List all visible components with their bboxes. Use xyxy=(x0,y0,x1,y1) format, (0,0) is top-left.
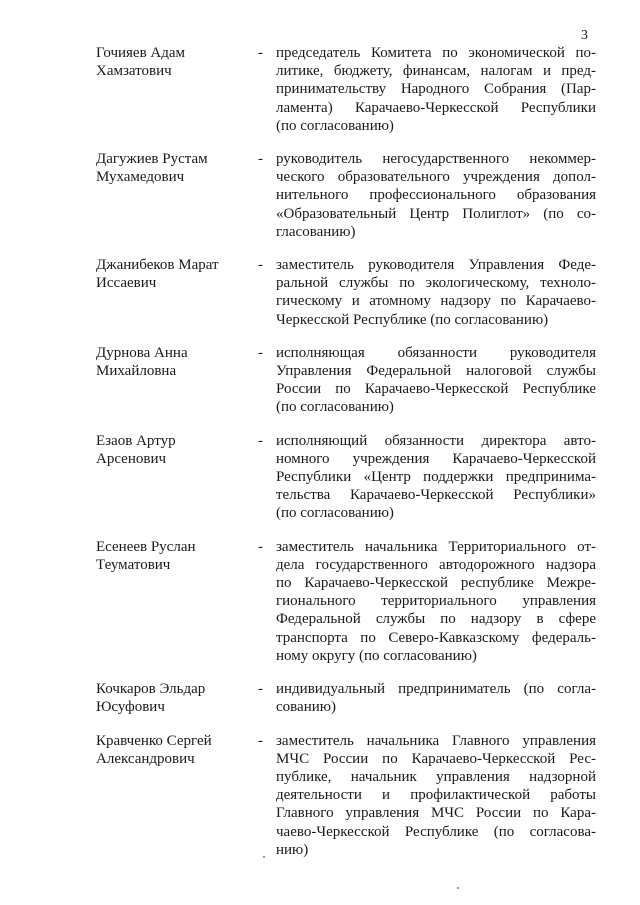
patronymic: Арсенович xyxy=(96,450,167,467)
member-position xyxy=(276,256,596,329)
patronymic: Иссаевич xyxy=(96,275,157,292)
dash-separator: - xyxy=(258,344,263,361)
surname-firstname: Есенеев Руслан xyxy=(96,538,196,555)
dash-separator: - xyxy=(258,45,263,61)
position-line: исполняющий обязанности директора авто- xyxy=(276,432,596,449)
member-position xyxy=(276,680,596,716)
position-line: чаево-Черкесской Республике (по согласова- xyxy=(276,823,596,840)
member-entry-kravchenko xyxy=(96,732,596,859)
position-line: руководитель негосударственного некоммер- xyxy=(276,151,596,168)
member-name xyxy=(96,344,258,380)
member-name xyxy=(96,732,258,768)
position-line: России по Карачаево-Черкесской Республике xyxy=(276,381,596,398)
member-position xyxy=(276,44,596,135)
surname-firstname: Дагужиев Рустам xyxy=(96,151,208,168)
position-line: нию) xyxy=(276,841,309,858)
surname-firstname: Кравченко Сергей xyxy=(96,732,212,749)
position-line: (по согласованию) xyxy=(276,505,394,522)
page-number: 3 xyxy=(581,28,588,43)
patronymic: Мухамедович xyxy=(96,169,185,186)
position-line: деятельности и профилактической работы xyxy=(276,787,596,804)
member-position xyxy=(276,150,596,241)
position-line: исполняющая обязанности руководителя xyxy=(276,344,596,361)
dash-separator: - xyxy=(258,257,263,274)
position-line: заместитель руководителя Управления Феде- xyxy=(276,257,596,274)
position-line: транспорта по Северо-Кавказскому федераль- xyxy=(276,629,596,646)
position-line: гионального территориального управления xyxy=(276,593,596,610)
member-entry-eseneev xyxy=(96,538,596,665)
position-line: (по согласованию) xyxy=(276,117,394,134)
member-list xyxy=(96,44,596,859)
position-line: председатель Комитета по экономической по- xyxy=(276,45,596,61)
position-line: (по согласованию) xyxy=(276,399,394,416)
position-line: «Образовательный Центр Полиглот» (по со- xyxy=(276,205,596,222)
member-name xyxy=(96,256,258,292)
patronymic: Хамзатович xyxy=(96,63,172,80)
member-entry-dzhanibekov xyxy=(96,256,596,329)
member-name xyxy=(96,538,258,574)
patronymic: Теуматович xyxy=(96,556,171,573)
position-line: по Карачаево-Черкесской республике Межре- xyxy=(276,575,596,592)
position-line: индивидуальный предприниматель (по согла- xyxy=(276,681,596,698)
position-line: нительного профессионального образования xyxy=(276,187,596,204)
position-line: ламента) Карачаево-Черкесской Республики xyxy=(276,99,596,116)
scan-speck xyxy=(263,856,265,858)
position-line: ному округу (по согласованию) xyxy=(276,647,477,664)
member-name xyxy=(96,680,258,716)
position-line: Управления Федеральной налоговой службы xyxy=(276,363,596,380)
position-line: гическому и атомному надзору по Карачаево- xyxy=(276,293,596,310)
member-entry-kochkarov xyxy=(96,680,596,716)
position-line: публике, начальник управления надзорной xyxy=(276,768,596,785)
scan-speck xyxy=(457,887,459,889)
position-line: заместитель начальника Территориального от- xyxy=(276,538,596,555)
position-line: принимательству Народного Собрания (Пар- xyxy=(276,81,596,98)
position-line: Черкесской Республике (по согласованию) xyxy=(276,311,549,328)
patronymic: Юсуфович xyxy=(96,699,165,716)
surname-firstname: Гочияев Адам xyxy=(96,45,186,61)
position-line: гласованию) xyxy=(276,223,356,240)
position-line: литике, бюджету, финансам, налогам и пред- xyxy=(276,63,596,80)
member-entry-durnova xyxy=(96,344,596,417)
member-position xyxy=(276,732,596,859)
member-position xyxy=(276,432,596,523)
patronymic: Михайловна xyxy=(96,363,177,380)
position-line: МЧС России по Карачаево-Черкесской Рес- xyxy=(276,750,596,767)
position-line: Республики «Центр поддержки предпринима- xyxy=(276,469,596,486)
surname-firstname: Джанибеков Марат xyxy=(96,257,219,274)
surname-firstname: Дурнова Анна xyxy=(96,344,188,361)
member-name xyxy=(96,44,258,80)
dash-separator: - xyxy=(258,151,263,168)
member-name xyxy=(96,150,258,186)
member-position xyxy=(276,344,596,417)
position-line: тельства Карачаево-Черкесской Республики» xyxy=(276,487,596,504)
position-line: Федеральной службы по надзору в сфере xyxy=(276,611,596,628)
position-line: сованию) xyxy=(276,699,336,716)
dash-separator: - xyxy=(258,538,263,555)
position-line: заместитель начальника Главного управления xyxy=(276,732,596,749)
member-name xyxy=(96,432,258,468)
member-entry-daguzhiev xyxy=(96,150,596,241)
dash-separator: - xyxy=(258,432,263,449)
surname-firstname: Езаов Артур xyxy=(96,432,176,449)
member-entry-ezaov xyxy=(96,432,596,523)
patronymic: Александрович xyxy=(96,750,195,767)
position-line: ральной службы по экологическому, техноло- xyxy=(276,275,596,292)
position-line: дела государственного автодорожного надзора xyxy=(276,556,596,573)
dash-separator: - xyxy=(258,732,263,749)
dash-separator: - xyxy=(258,681,263,698)
member-position xyxy=(276,538,596,665)
position-line: номного учреждения Карачаево-Черкесской xyxy=(276,450,596,467)
position-line: Главного управления МЧС России по Кара- xyxy=(276,805,596,822)
member-entry-gochiyaev xyxy=(96,44,596,135)
position-line: ческого образовательного учреждения допол- xyxy=(276,169,596,186)
surname-firstname: Кочкаров Эльдар xyxy=(96,681,206,698)
